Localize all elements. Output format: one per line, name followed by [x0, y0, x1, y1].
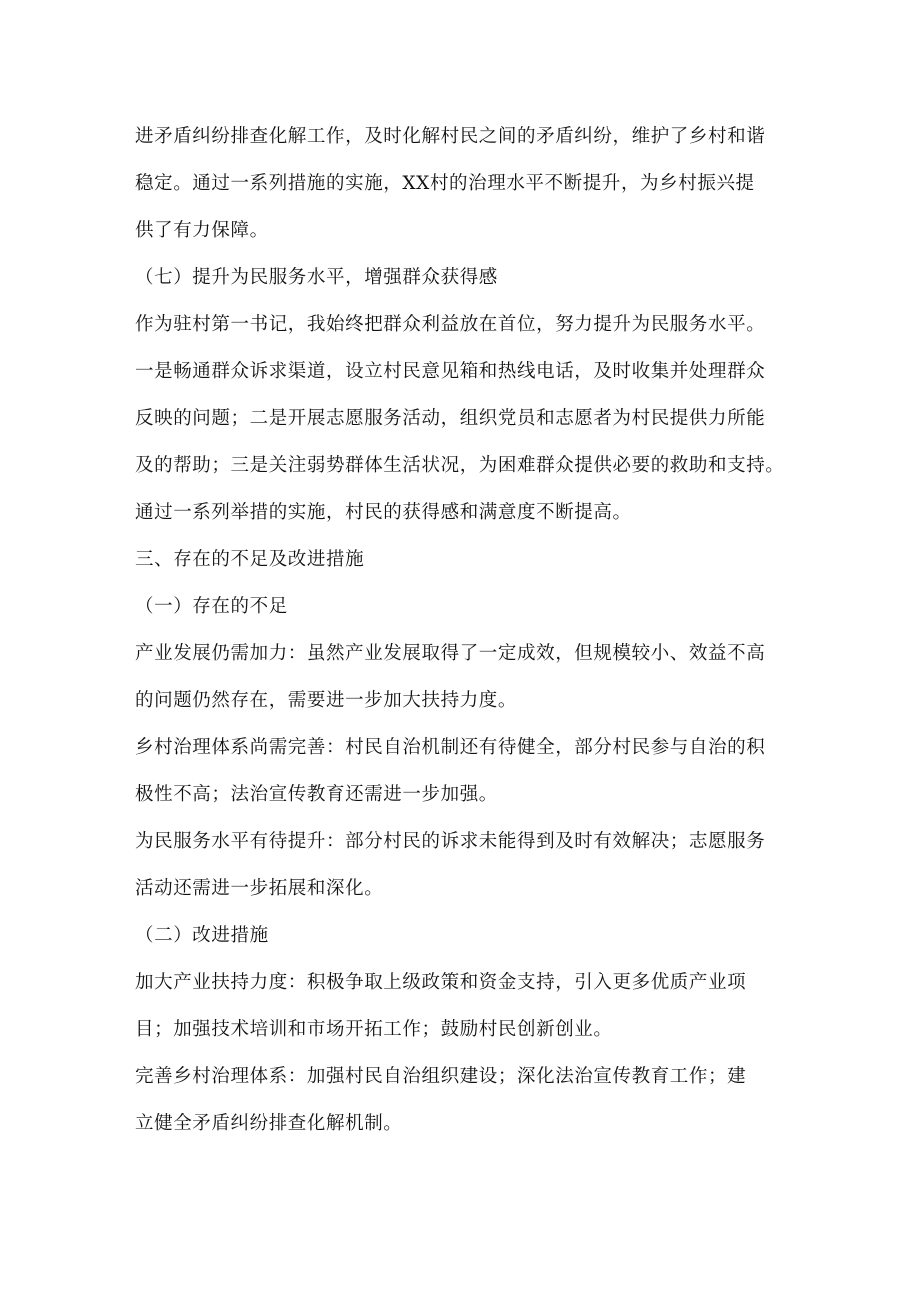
text-line: 产业发展仍需加力：虽然产业发展取得了一定成效，但规模较小、效益不高: [135, 643, 766, 664]
section-heading: （七）提升为民服务水平，增强群众获得感: [135, 267, 498, 288]
text-line: 极性不高；法治宣传教育还需进一步加强。: [135, 784, 498, 805]
text-line: 反映的问题；二是开展志愿服务活动，组织党员和志愿者为村民提供力所能: [135, 408, 766, 429]
text-line: 为民服务水平有待提升：部分村民的诉求未能得到及时有效解决；志愿服务: [135, 831, 766, 852]
text-line: 作为驻村第一书记，我始终把群众利益放在首位，努力提升为民服务水平。: [135, 314, 766, 335]
text-line: 目；加强技术培训和市场开拓工作；鼓励村民创新创业。: [135, 1019, 613, 1040]
text-line: 活动还需进一步拓展和深化。: [135, 878, 384, 899]
document-body: [135, 113, 790, 1147]
text-line: 通过一系列举措的实施，村民的获得感和满意度不断提高。: [135, 502, 632, 523]
text-line: 一是畅通群众诉求渠道，设立村民意见箱和热线电话，及时收集并处理群众: [135, 361, 766, 382]
section-heading: 三、存在的不足及改进措施: [135, 549, 365, 570]
text-line: 的问题仍然存在，需要进一步加大扶持力度。: [135, 690, 518, 711]
text-line: 及的帮助；三是关注弱势群体生活状况，为困难群众提供必要的救助和支持。: [135, 455, 785, 476]
text-line: 完善乡村治理体系：加强村民自治组织建设；深化法治宣传教育工作；建: [135, 1066, 747, 1087]
text-line: 乡村治理体系尚需完善：村民自治机制还有待健全，部分村民参与自治的积: [135, 737, 766, 758]
section-heading: （一）存在的不足: [135, 596, 288, 617]
section-heading: （二）改进措施: [135, 925, 269, 946]
text-line: 加大产业扶持力度：积极争取上级政策和资金支持，引入更多优质产业项: [135, 972, 747, 993]
text-line: 供了有力保障。: [135, 220, 269, 241]
text-line: 进矛盾纠纷排查化解工作，及时化解村民之间的矛盾纠纷，维护了乡村和谐: [135, 126, 766, 147]
text-line: 稳定。通过一系列措施的实施，XX村的治理水平不断提升，为乡村振兴提: [135, 173, 755, 194]
text-line: 立健全矛盾纠纷排查化解机制。: [135, 1113, 403, 1134]
